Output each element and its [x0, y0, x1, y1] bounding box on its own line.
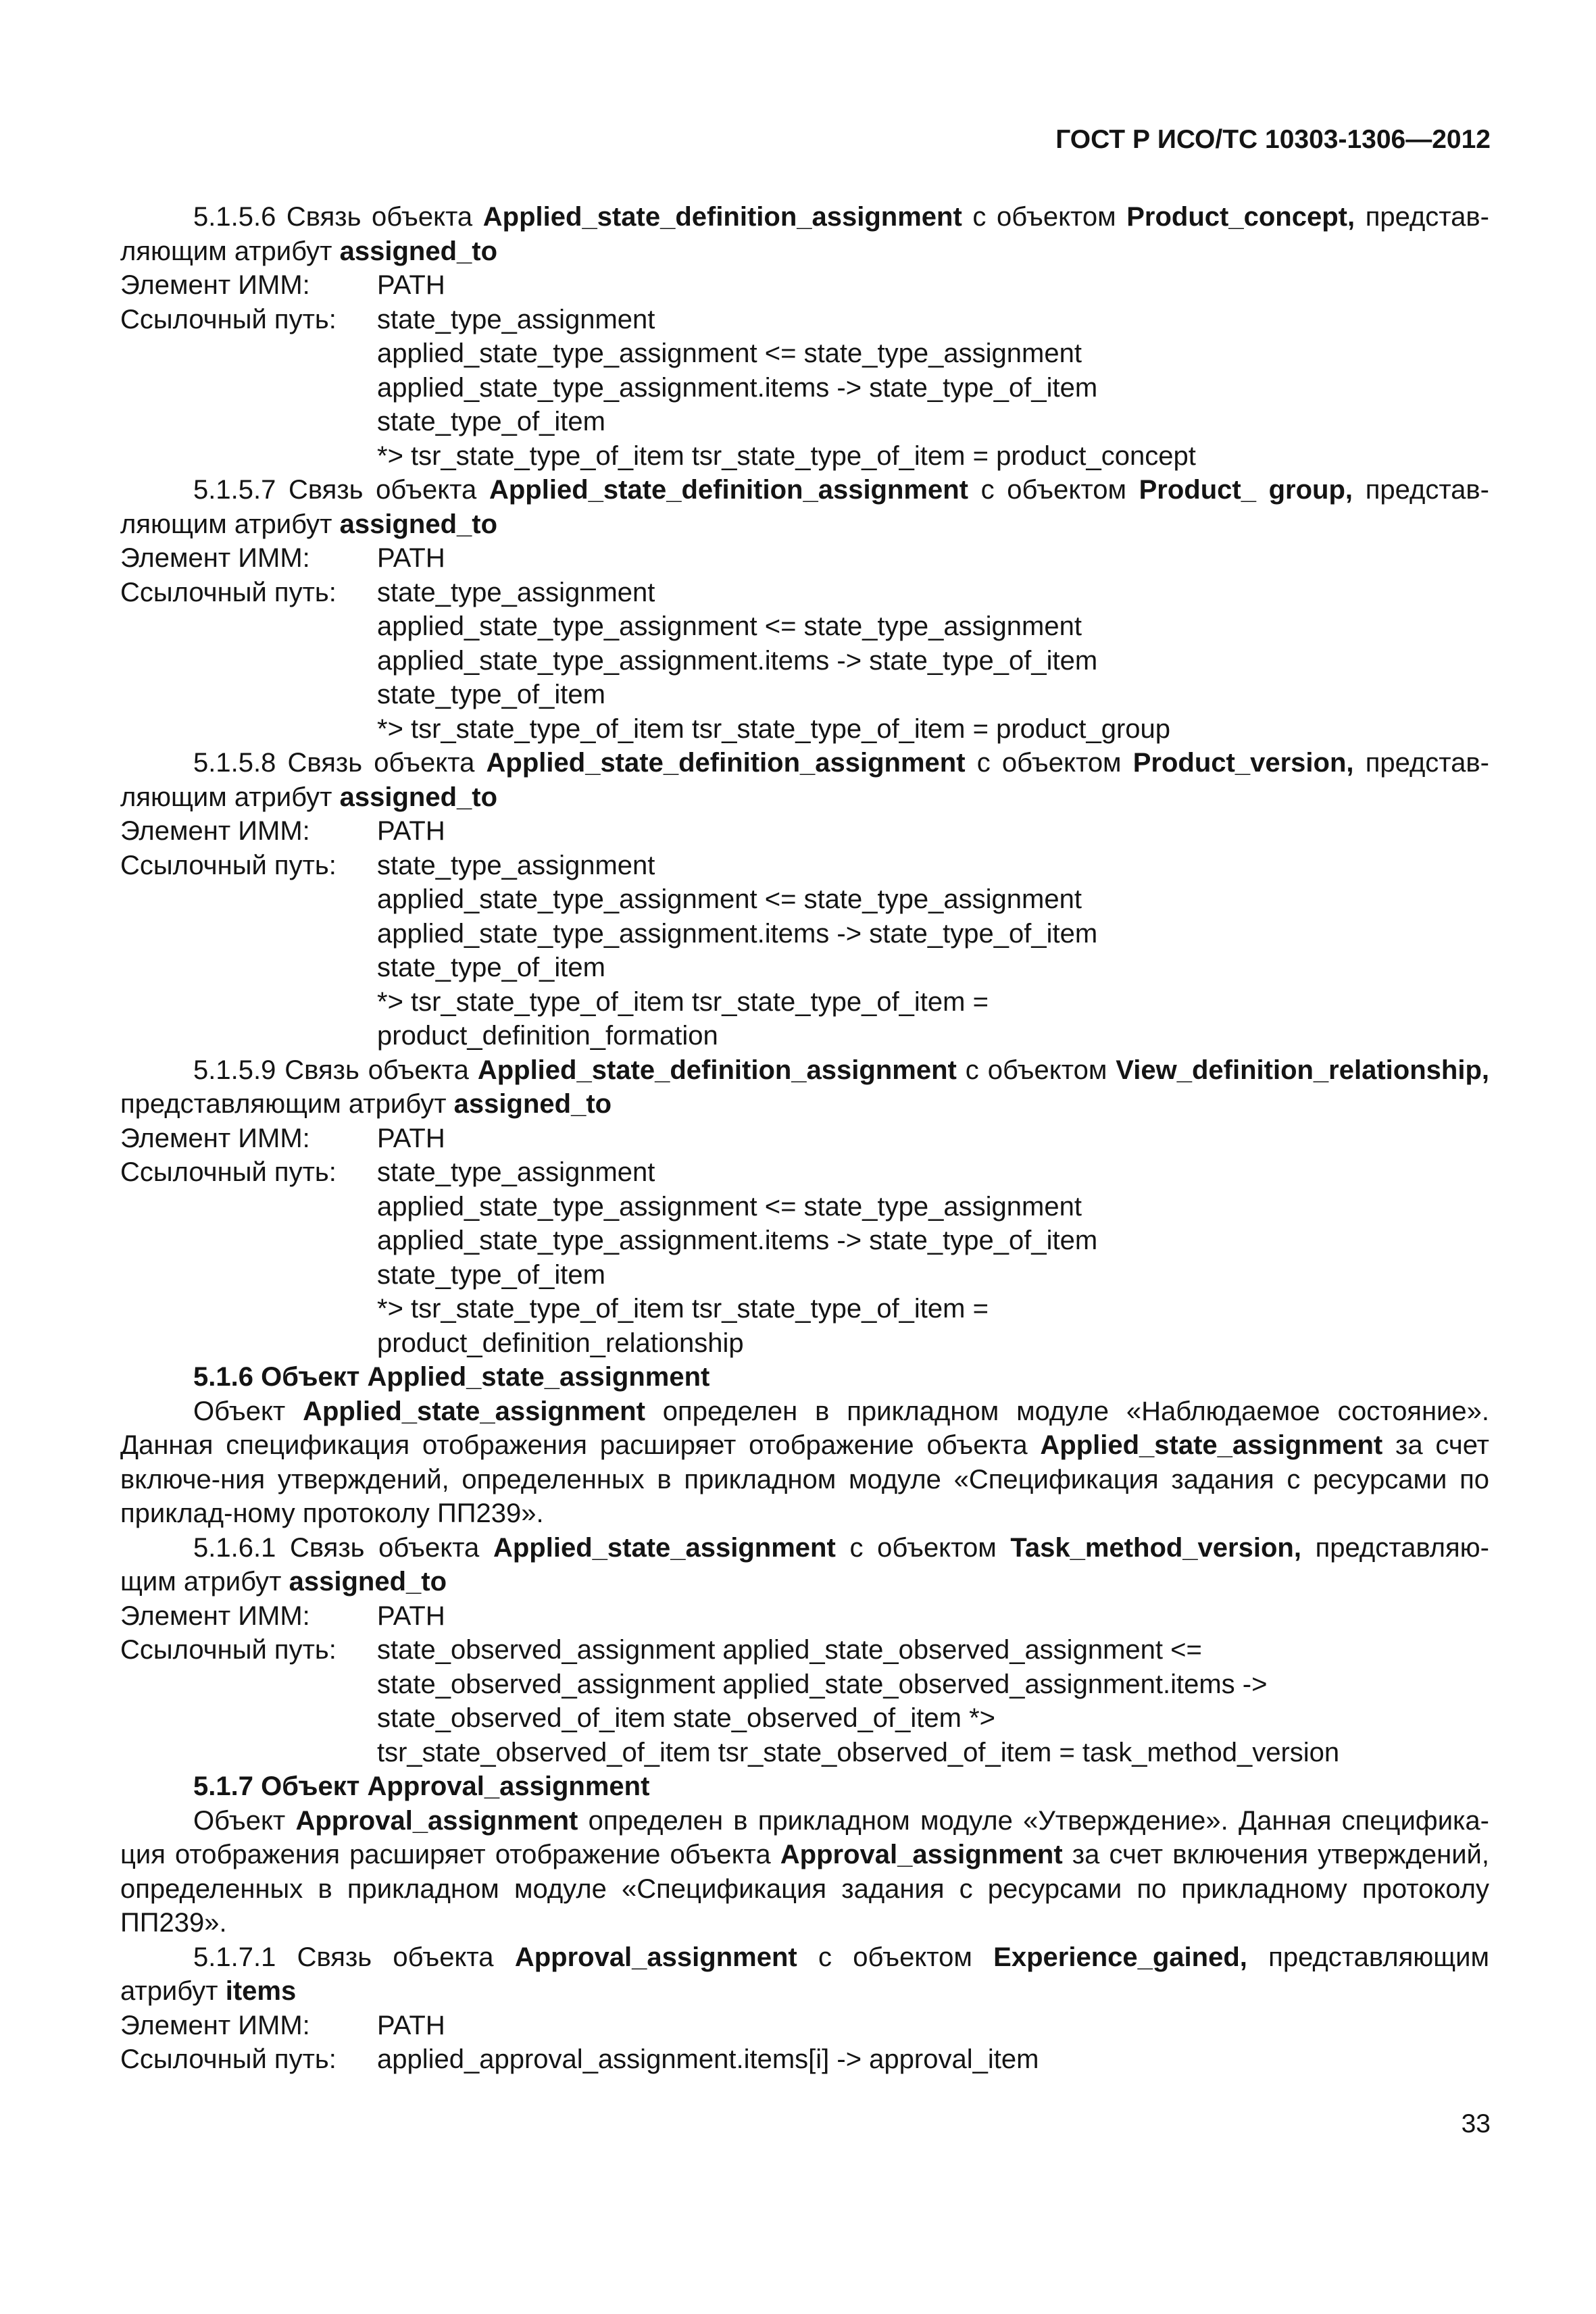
section-heading: 5.1.6 Объект Applied_state_assignment	[193, 1362, 710, 1392]
section-5-1-5-8	[120, 746, 1489, 1053]
path-line: state_type_assignment	[377, 304, 655, 334]
imm-element-row: Элемент ИММ: PATH	[120, 2010, 445, 2040]
reference-path-row: Ссылочный путь: state_type_assignment applied_state_type_assignment <= state_type_assignment applied_state_type_assignment.items -> state_type_of_item state_type_of_item *> tsr_state_type_of_item tsr_state_type_of_item = product_group	[120, 576, 1489, 747]
section-heading: 5.1.7 Объект Approval_assignment	[193, 1771, 650, 1801]
standard-designation: ГОСТ Р ИСО/ТС 10303-1306—2012	[1055, 125, 1491, 154]
section-paragraph: Объект Applied_state_assignment определен в прикладном модуле «Наблюдаемое состояние». Данная спецификация отображения расширяет отображение объекта Applied_state_assignment за счет включе-ния утверждений, определенных в прикладном модуле «Спецификация задания с ресурсами по приклад-ному протоколу ПП239».	[120, 1396, 1490, 1528]
path-line: *> tsr_state_type_of_item tsr_state_type_of_item = product_concept	[377, 441, 1196, 471]
path-line: *> tsr_state_type_of_item tsr_state_type_of_item = product_group	[377, 713, 1171, 744]
path-line: state_type_of_item	[377, 953, 605, 982]
path-line: state_observed_assignment applied_state_observed_assignment.items ->	[377, 1669, 1268, 1699]
reference-path-lines	[377, 576, 1489, 747]
reference-path-lines	[377, 1155, 1489, 1360]
path-line: state_type_assignment	[377, 850, 655, 880]
reference-path-lines	[377, 1633, 1489, 1769]
path-line: *> tsr_state_type_of_item tsr_state_type_of_item =	[377, 1294, 989, 1324]
reference-path-lines	[377, 303, 1489, 474]
path-line: applied_state_type_assignment.items -> state_type_of_item	[377, 1226, 1098, 1255]
path-line: state_type_assignment	[377, 1157, 655, 1187]
imm-element-row: Элемент ИММ: PATH	[120, 543, 445, 573]
section-paragraph: Объект Approval_assignment определен в прикладном модуле «Утверждение». Данная специфика-ция отображения расширяет отображение объекта Approval_assignment за счет включения утверждений, определенных в прикладном модуле «Спецификация задания с ресурсами по прикладному протоколу ПП239».	[120, 1805, 1490, 1938]
section-5-1-6-1	[120, 1531, 1489, 1770]
path-line: applied_state_type_assignment <= state_type_assignment	[377, 884, 1082, 914]
path-line: applied_state_type_assignment <= state_type_assignment	[377, 338, 1082, 368]
path-line: state_type_of_item	[377, 680, 605, 709]
section-5-1-5-7	[120, 473, 1489, 746]
section-5-1-7-1	[120, 1940, 1489, 2077]
path-line: state_type_of_item	[377, 407, 605, 436]
reference-path-lines	[377, 849, 1489, 1053]
reference-path-row: Ссылочный путь: state_type_assignment applied_state_type_assignment <= state_type_assignment applied_state_type_assignment.items -> state_type_of_item state_type_of_item *> tsr_state_type_of_item tsr_state_type_of_item = product_definition_relationship	[120, 1155, 1489, 1360]
path-line: state_observed_assignment applied_state_observed_assignment <=	[377, 1635, 1202, 1665]
reference-path-lines	[377, 2042, 1489, 2077]
reference-path-row: Ссылочный путь: state_observed_assignment applied_state_observed_assignment <= state_observed_assignment applied_state_observed_assignment.items -> state_observed_of_item state_observed_of_item *> tsr_state_observed_of_item tsr_state_observed_of_item = task_method_version	[120, 1633, 1489, 1769]
path-line: product_definition_formation	[377, 1021, 718, 1051]
path-line: tsr_state_observed_of_item tsr_state_observed_of_item = task_method_version	[377, 1737, 1340, 1767]
path-line: state_type_assignment	[377, 577, 655, 607]
section-5-1-6	[120, 1360, 1489, 1531]
path-line: applied_state_type_assignment.items -> state_type_of_item	[377, 645, 1098, 676]
path-line: state_observed_of_item state_observed_of_item *>	[377, 1703, 996, 1733]
imm-element-row: Элемент ИММ: PATH	[120, 270, 445, 300]
path-line: applied_state_type_assignment.items -> state_type_of_item	[377, 918, 1098, 949]
page-content	[120, 200, 1489, 2077]
path-line: applied_state_type_assignment <= state_type_assignment	[377, 1191, 1082, 1222]
section-5-1-5-9	[120, 1053, 1489, 1361]
path-line: state_type_of_item	[377, 1259, 605, 1290]
path-line: applied_approval_assignment.items[i] -> approval_item	[377, 2044, 1039, 2074]
imm-element-row: Элемент ИММ: PATH	[120, 816, 445, 846]
imm-element-row: Элемент ИММ: PATH	[120, 1601, 445, 1631]
mapping-statement: 5.1.5.7 Связь объекта Applied_state_definition_assignment с объектом Product_ group, представ-ляющим атрибут assigned_to	[120, 475, 1490, 539]
section-5-1-7	[120, 1769, 1489, 1940]
reference-path-row: Ссылочный путь: applied_approval_assignment.items[i] -> approval_item	[120, 2042, 1489, 2077]
mapping-statement: 5.1.5.8 Связь объекта Applied_state_definition_assignment с объектом Product_version, представ-ляющим атрибут assigned_to	[120, 748, 1489, 812]
path-line: product_definition_relationship	[377, 1328, 744, 1358]
mapping-statement: 5.1.5.6 Связь объекта Applied_state_definition_assignment с объектом Product_concept, представ-ляющим атрибут assigned_to	[120, 202, 1489, 266]
reference-path-row: Ссылочный путь: state_type_assignment applied_state_type_assignment <= state_type_assignment applied_state_type_assignment.items -> state_type_of_item state_type_of_item *> tsr_state_type_of_item tsr_state_type_of_item = product_concept	[120, 303, 1489, 474]
reference-path-row: Ссылочный путь: state_type_assignment applied_state_type_assignment <= state_type_assignment applied_state_type_assignment.items -> state_type_of_item state_type_of_item *> tsr_state_type_of_item tsr_state_type_of_item = product_definition_formation	[120, 849, 1489, 1053]
page-number: 33	[1461, 2109, 1491, 2138]
path-line: *> tsr_state_type_of_item tsr_state_type_of_item =	[377, 986, 989, 1017]
path-line: applied_state_type_assignment.items -> state_type_of_item	[377, 372, 1098, 403]
section-5-1-5-6	[120, 200, 1489, 473]
imm-element-row: Элемент ИММ: PATH	[120, 1123, 445, 1153]
path-line: applied_state_type_assignment <= state_type_assignment	[377, 611, 1082, 641]
mapping-statement: 5.1.5.9 Связь объекта Applied_state_definition_assignment с объектом View_definition_relationship, представляющим атрибут assigned_to	[120, 1055, 1489, 1119]
mapping-statement: 5.1.7.1 Связь объекта Approval_assignment с объектом Experience_gained, представляющим атрибут items	[120, 1942, 1489, 2006]
mapping-statement: 5.1.6.1 Связь объекта Applied_state_assignment с объектом Task_method_version, представляю-щим атрибут assigned_to	[120, 1532, 1489, 1596]
